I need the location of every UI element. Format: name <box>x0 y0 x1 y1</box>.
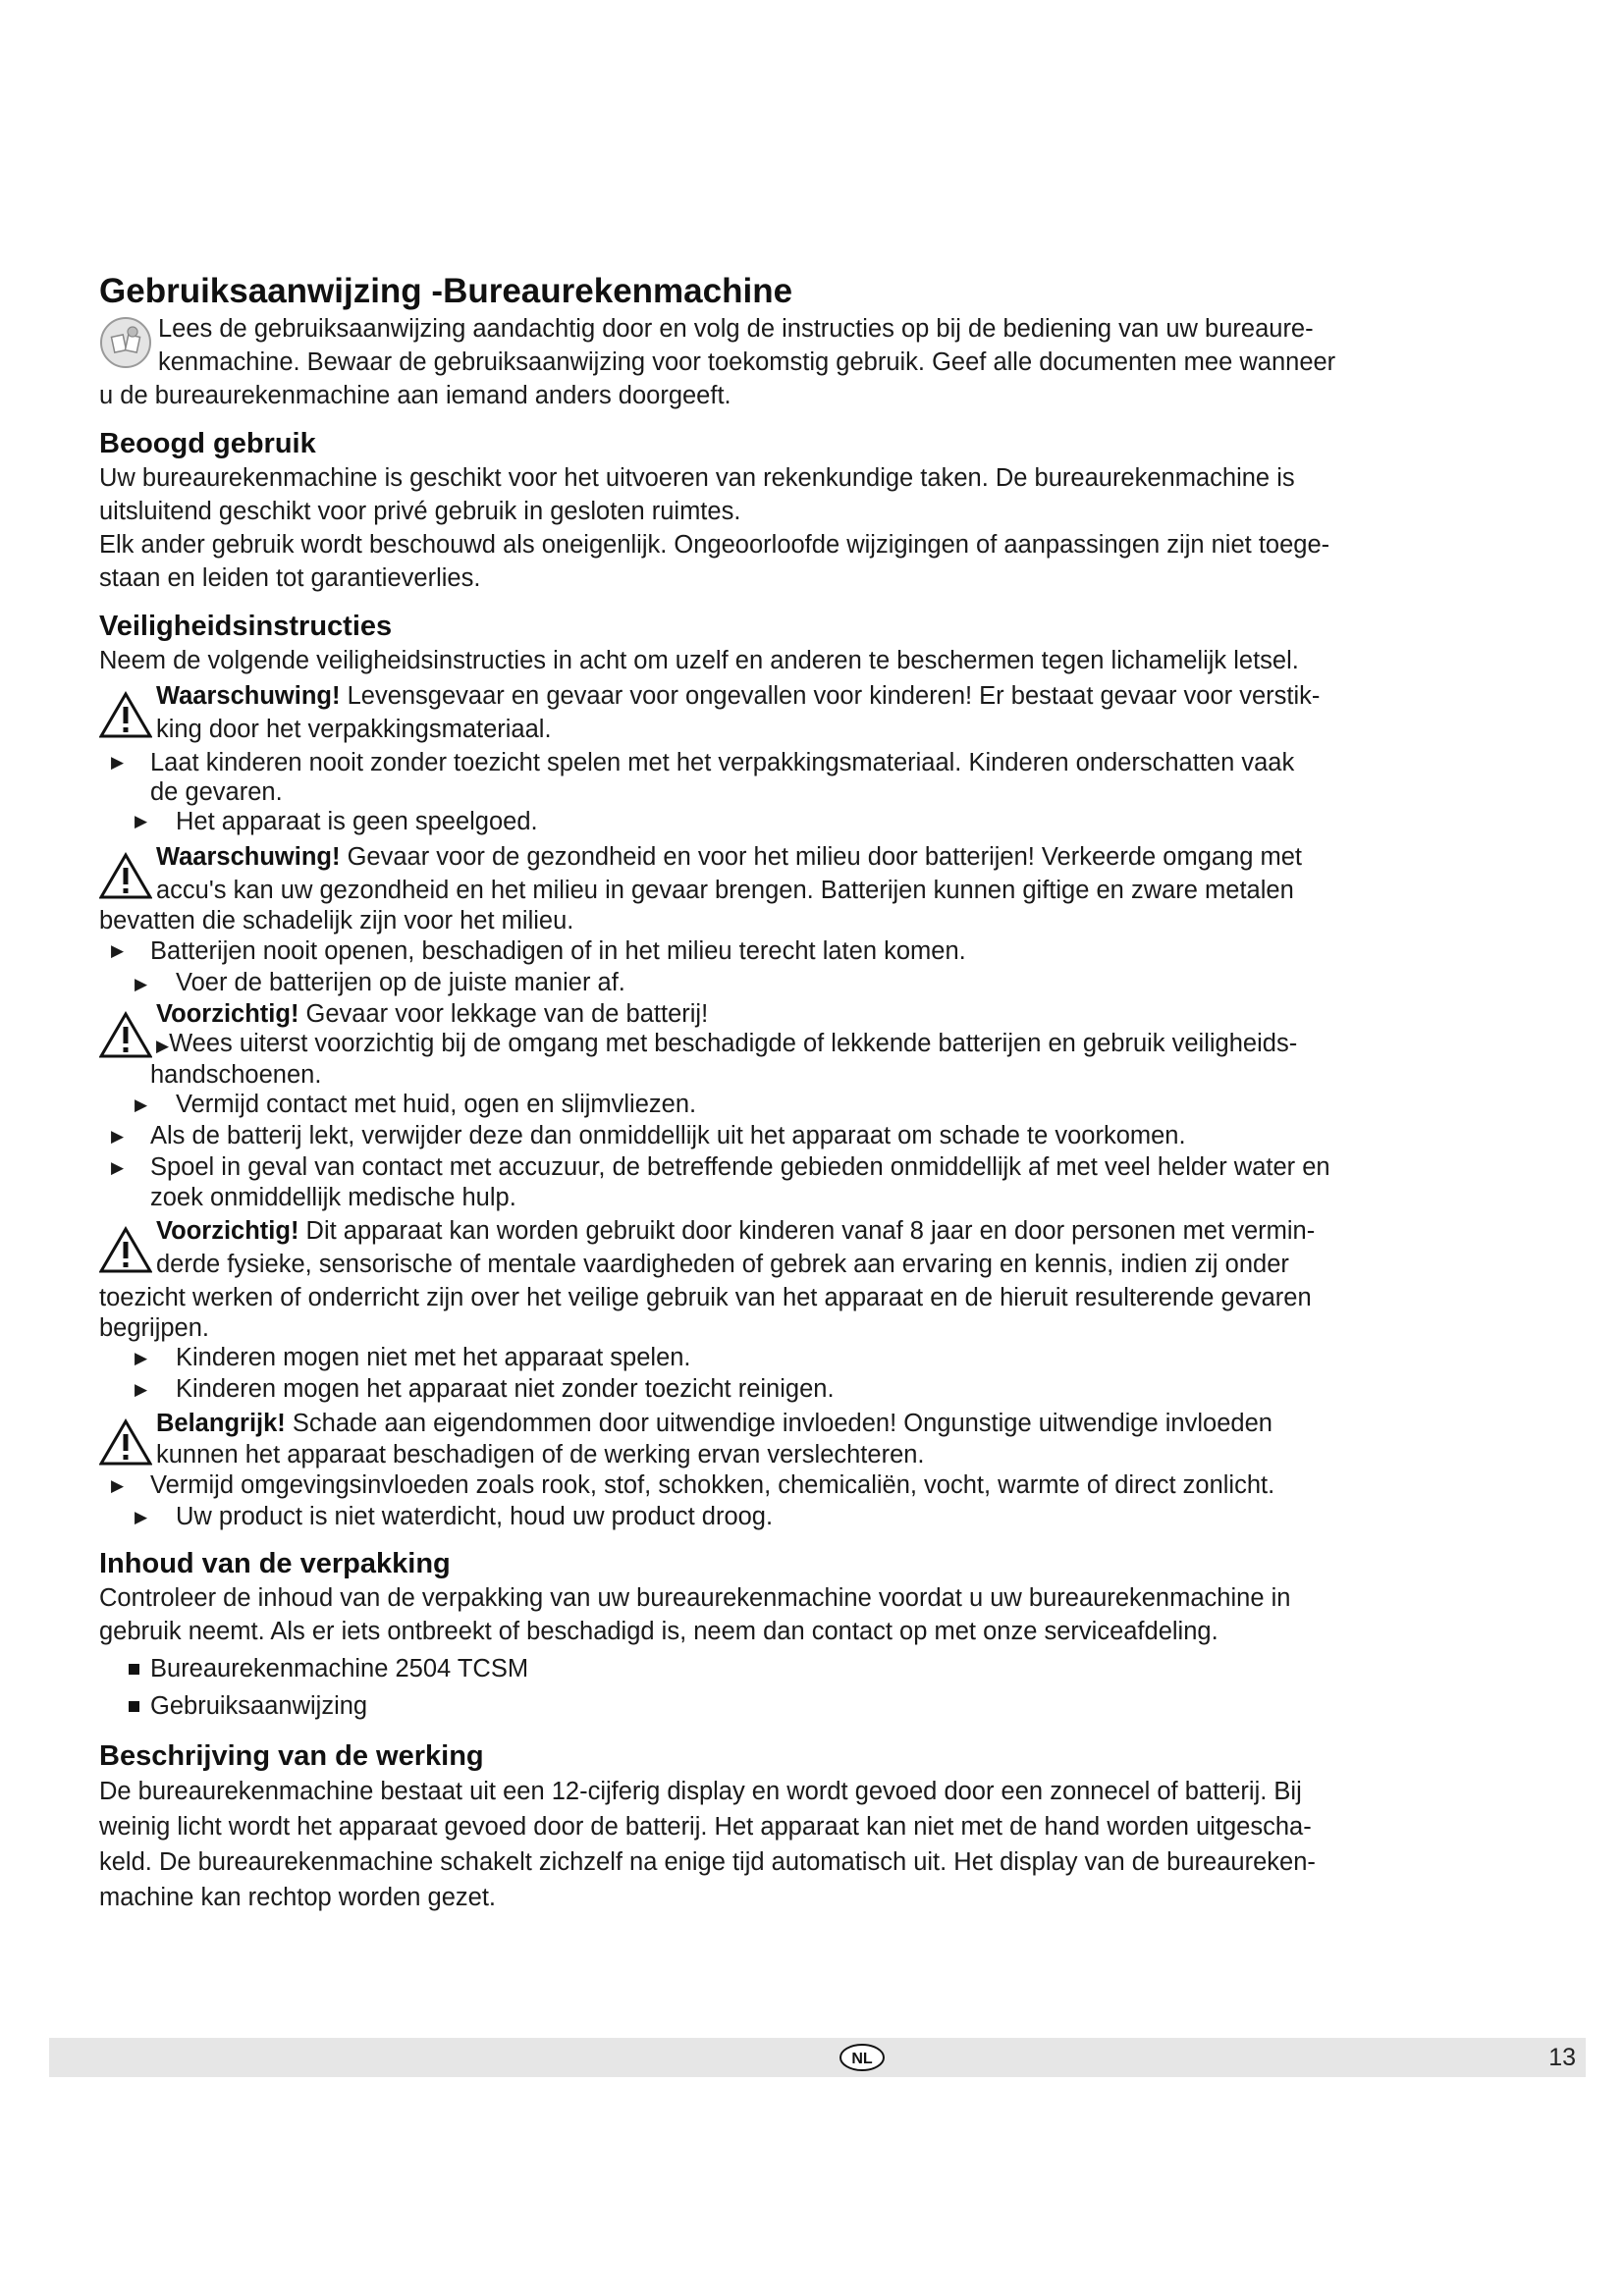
paragraph-line: Uw bureaurekenmachine is geschikt voor het uitvoeren van rekenkundige taken. De bureaurekenmachine is <box>99 464 1295 492</box>
language-badge-icon <box>839 2043 886 2072</box>
warning-text: begrijpen. <box>99 1314 209 1342</box>
warning-text: derde fysieke, sensorische of mentale vaardigheden of gebrek aan ervaring en kennis, indien zij onder <box>156 1251 1289 1278</box>
warning-text: Levensgevaar en gevaar voor ongevallen voor kinderen! Er bestaat gevaar voor verstik- <box>340 682 1321 710</box>
bullet-arrow-icon: ▶ <box>111 1476 125 1495</box>
paragraph-line: keld. De bureaurekenmachine schakelt zichzelf na enige tijd automatisch uit. Het display van de bureaureken- <box>99 1848 1316 1876</box>
paragraph-line: uitsluitend geschikt voor privé gebruik in gesloten ruimtes. <box>99 498 741 525</box>
warning-text: Gevaar voor lekkage van de batterij! <box>298 1000 709 1028</box>
warning-text: handschoenen. <box>150 1061 322 1089</box>
warning-text: bevatten die schadelijk zijn voor het milieu. <box>99 907 574 934</box>
warning-block <box>99 840 1523 934</box>
square-bullet-icon <box>129 1664 139 1675</box>
section-heading-inhoud: Inhoud van de verpakking <box>99 1548 451 1579</box>
page-footer <box>49 2038 1586 2077</box>
warning-triangle-icon <box>99 852 152 899</box>
bullet-arrow-icon: ▶ <box>135 1095 148 1114</box>
section-heading-werking: Beschrijving van de werking <box>99 1740 484 1772</box>
bullet-arrow-icon: ▶ <box>135 1508 148 1526</box>
warning-label: Voorzichtig! <box>156 1217 299 1245</box>
warning-block <box>99 1214 1523 1342</box>
warning-label: Belangrijk! <box>156 1410 286 1437</box>
warning-text: toezicht werken of onderricht zijn over het veilige gebruik van het apparaat en de hieruit resulterende gevaren <box>99 1284 1312 1311</box>
section-heading-beoogd: Beoogd gebruik <box>99 428 316 459</box>
list-item: Gebruiksaanwijzing <box>99 1687 1523 1725</box>
read-manual-icon <box>99 316 152 369</box>
bullet-arrow-icon: ▶ <box>111 1127 125 1146</box>
paragraph-line: Controleer de inhoud van de verpakking van uw bureaurekenmachine voordat u uw bureaurekenmachine in <box>99 1584 1291 1612</box>
warning-triangle-icon <box>99 691 152 738</box>
section-heading-veiligheid: Veiligheidsinstructies <box>99 611 393 642</box>
paragraph-line: De bureaurekenmachine bestaat uit een 12-cijferig display en wordt gevoed door een zonnecel of batterij. Bij <box>99 1778 1302 1805</box>
list-item: ▶ Als de batterij lekt, verwijder deze dan onmiddellijk uit het apparaat om schade te voorkomen. <box>99 1120 1523 1151</box>
warning-triangle-icon <box>99 1011 152 1058</box>
warning-text: Dit apparaat kan worden gebruikt door kinderen vanaf 8 jaar en door personen met vermin- <box>298 1217 1316 1245</box>
list-item: ▶ Kinderen mogen niet met het apparaat spelen. <box>99 1342 1523 1373</box>
bullet-arrow-icon: ▶ <box>156 1037 170 1055</box>
warning-triangle-icon <box>99 1418 152 1466</box>
bullet-arrow-icon: ▶ <box>135 812 148 830</box>
intro-line: u de bureaurekenmachine aan iemand anders doorgeeft. <box>99 382 731 409</box>
bullet-arrow-icon: ▶ <box>111 1158 125 1177</box>
manual-page <box>99 271 1523 1915</box>
bullet-arrow-icon: ▶ <box>111 941 125 960</box>
list-item: ▶ Spoel in geval van contact met accuzuur, de betreffende gebieden onmiddellijk af met veel helder water en zoek onmiddellijk medische hulp. <box>111 1153 1330 1211</box>
page-title: Gebruiksaanwijzing -Bureaurekenmachine <box>99 272 793 310</box>
warning-text: king door het verpakkingsmateriaal. <box>156 716 552 743</box>
warning-text: Schade aan eigendommen door uitwendige invloeden! Ongunstige uitwendige invloeden <box>285 1410 1272 1437</box>
list-item: Bureaurekenmachine 2504 TCSM <box>99 1650 1523 1687</box>
bullet-arrow-icon: ▶ <box>135 1380 148 1399</box>
list-item: ▶ Het apparaat is geen speelgoed. <box>99 805 1523 838</box>
warning-text: kunnen het apparaat beschadigen of de werking ervan verslechteren. <box>156 1441 925 1468</box>
list-item: ▶ Vermijd omgevingsinvloeden zoals rook, stof, schokken, chemicaliën, vocht, warmte of direct zonlicht. <box>99 1469 1523 1501</box>
paragraph-line: machine kan rechtop worden gezet. <box>99 1884 496 1911</box>
bullet-arrow-icon: ▶ <box>135 1349 148 1367</box>
paragraph-line: Neem de volgende veiligheidsinstructies in acht om uzelf en anderen te beschermen tegen lichamelijk letsel. <box>99 647 1299 674</box>
warning-label: Waarschuwing! <box>156 843 341 871</box>
intro-line: Lees de gebruiksaanwijzing aandachtig door en volg de instructies op bij de bediening van uw bureaure- <box>158 315 1314 343</box>
warning-text: Gevaar voor de gezondheid en voor het milieu door batterijen! Verkeerde omgang met <box>340 843 1303 871</box>
language-code: NL <box>851 2051 873 2067</box>
bullet-arrow-icon: ▶ <box>135 975 148 993</box>
warning-triangle-icon <box>99 1226 152 1273</box>
paragraph-line: Elk ander gebruik wordt beschouwd als oneigenlijk. Ongeoorloofde wijzigingen of aanpassingen zijn niet toege- <box>99 531 1330 559</box>
warning-block <box>99 999 1523 1089</box>
list-item: ▶ Batterijen nooit openen, beschadigen of in het milieu terecht laten komen. <box>99 934 1523 968</box>
warning-label: Waarschuwing! <box>156 682 341 710</box>
intro-line: kenmachine. Bewaar de gebruiksaanwijzing voor toekomstig gebruik. Geef alle documenten mee wanneer <box>158 348 1336 376</box>
warning-label: Voorzichtig! <box>156 1000 299 1028</box>
list-item: ▶ Uw product is niet waterdicht, houd uw product droog. <box>99 1501 1523 1532</box>
paragraph-line: staan en leiden tot garantieverlies. <box>99 564 481 592</box>
paragraph-line: gebruik neemt. Als er iets ontbreekt of beschadigd is, neem dan contact op met onze serviceafdeling. <box>99 1618 1218 1645</box>
square-bullet-icon <box>129 1701 139 1712</box>
list-item: ▶ Vermijd contact met huid, ogen en slijmvliezen. <box>99 1089 1523 1120</box>
bullet-arrow-icon: ▶ <box>111 753 125 772</box>
list-item: ▶ Voer de batterijen op de juiste manier af. <box>99 968 1523 997</box>
intro-block <box>99 312 1523 412</box>
warning-block <box>99 679 1523 746</box>
page-number: 13 <box>1548 2044 1576 2071</box>
warning-text: Wees uiterst voorzichtig bij de omgang met beschadigde of lekkende batterijen en gebruik veiligheids- <box>169 1030 1298 1057</box>
list-item: ▶ Laat kinderen nooit zonder toezicht spelen met het verpakkingsmateriaal. Kinderen onderschatten vaak de gevaren. <box>99 746 1523 805</box>
warning-text: accu's kan uw gezondheid en het milieu in gevaar brengen. Batterijen kunnen giftige en zware metalen <box>156 877 1294 904</box>
warning-block <box>99 1407 1523 1469</box>
paragraph-line: weinig licht wordt het apparaat gevoed door de batterij. Het apparaat kan niet met de hand worden uitgescha- <box>99 1813 1312 1841</box>
list-item: ▶ Kinderen mogen het apparaat niet zonder toezicht reinigen. <box>99 1373 1523 1405</box>
